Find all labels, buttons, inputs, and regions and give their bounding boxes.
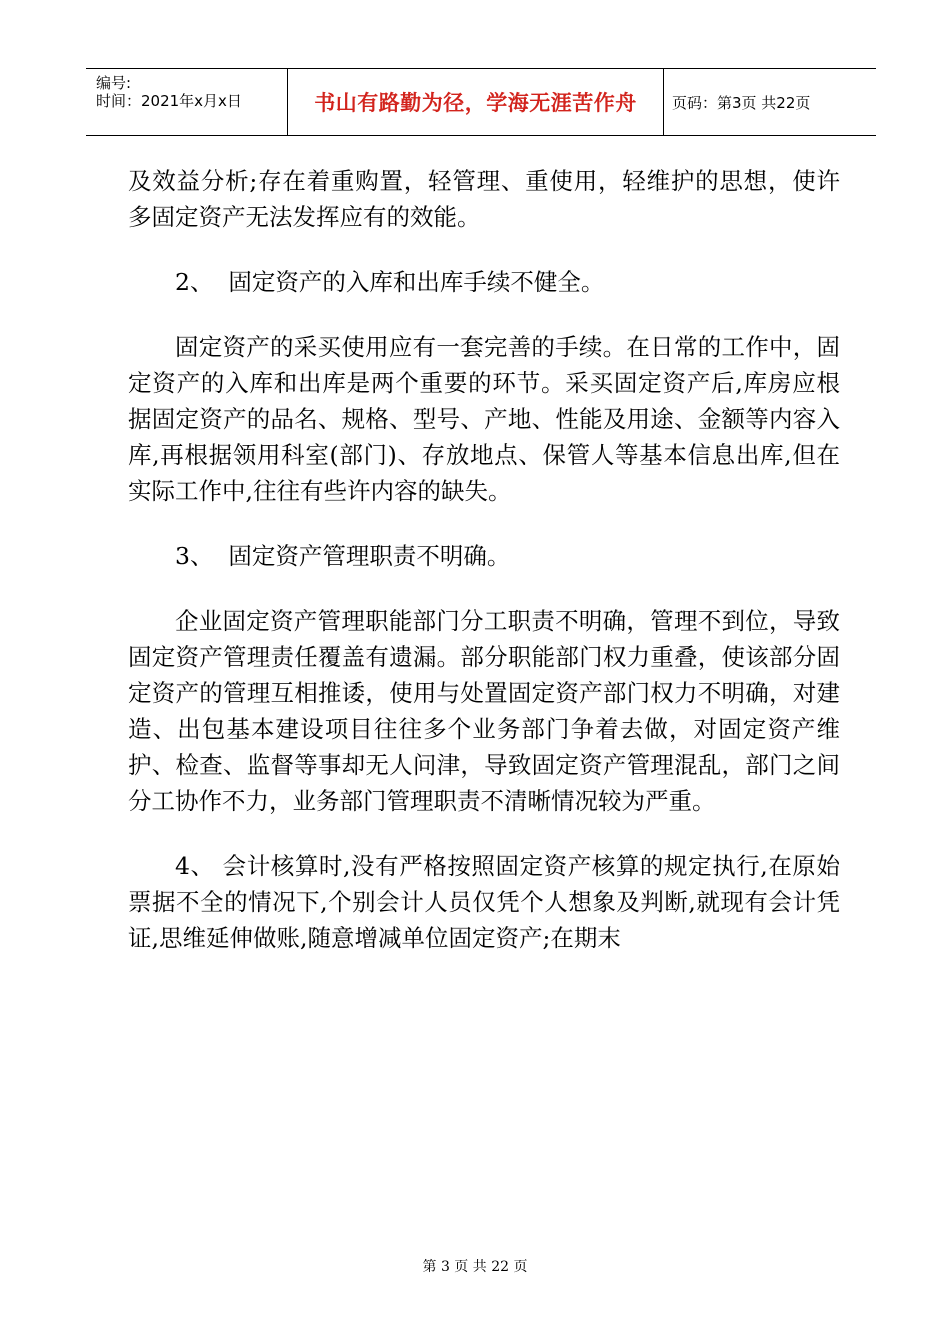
- header-motto-cell: [288, 69, 664, 135]
- header-page-label: 页码：第3页 共22页: [672, 93, 811, 112]
- item-heading-2: 2、 固定资产的入库和出库手续不健全。: [175, 268, 605, 296]
- motto-text: 书山有路勤为径，学海无涯苦作舟: [314, 91, 637, 115]
- header-info-cell: [86, 69, 288, 135]
- item-heading-3: 3、 固定资产管理职责不明确。: [175, 542, 511, 570]
- header-page-cell: [664, 69, 876, 135]
- paragraph-4: 4、 会计核算时,没有严格按照固定资产核算的规定执行,在原始票据不全的情况下,个别会计人员仅凭个人想象及判断,就现有会计凭证,思维延伸做账,随意增减单位固定资产;在期末: [128, 852, 840, 952]
- time-label: 时间：2021年x月x日: [96, 92, 242, 110]
- paragraph-2: 固定资产的采买使用应有一套完善的手续。在日常的工作中，固定资产的入库和出库是两个重要的环节。采买固定资产后,库房应根据固定资产的品名、规格、型号、产地、性能及用途、金额等内容入库,再根据领用科室(部门)、存放地点、保管人等基本信息出库,但在实际工作中,往往有些许内容的缺失。: [128, 333, 840, 505]
- document-body: [128, 163, 840, 985]
- serial-number-label: 编号:: [96, 74, 132, 92]
- paragraph-3: 企业固定资产管理职能部门分工职责不明确，管理不到位，导致固定资产管理责任覆盖有遗漏。部分职能部门权力重叠，使该部分固定资产的管理互相推诿，使用与处置固定资产部门权力不明确，对建造、出包基本建设项目往往多个业务部门争着去做，对固定资产维护、检查、监督等事却无人问津，导致固定资产管理混乱，部门之间分工协作不力，业务部门管理职责不清晰情况较为严重。: [128, 607, 840, 815]
- page-header: [86, 68, 876, 136]
- paragraph-1: 及效益分析;存在着重购置，轻管理、重使用，轻维护的思想，使许多固定资产无法发挥应有的效能。: [128, 167, 840, 231]
- page-footer: 第 3 页 共 22 页: [422, 1259, 528, 1275]
